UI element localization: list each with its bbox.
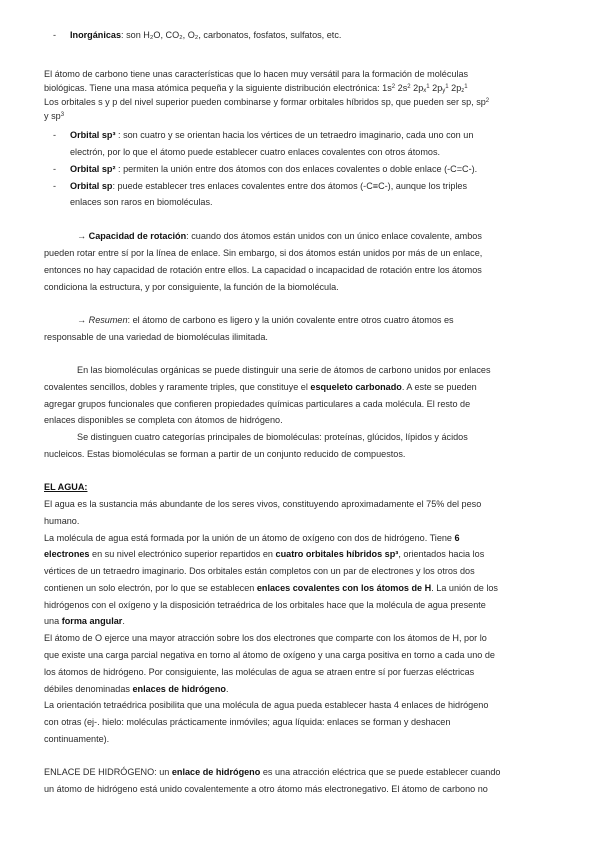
bullet-dash: - xyxy=(53,130,57,140)
paragraph-line: El átomo de O ejerce una mayor atracción sobre los dos electrones que comparte con los átomos de H, por lo xyxy=(44,633,487,643)
paragraph-line: con otras (ej-. hielo: moléculas prácticamente inmóviles; agua líquida: enlaces se forman y deshacen xyxy=(44,717,451,727)
paragraph-line: un átomo de hidrógeno está unido covalentemente a otro átomo más electronegativo. El átomo de carbono no xyxy=(44,784,488,794)
paragraph-line: En las biomoléculas orgánicas se puede distinguir una serie de átomos de carbono unidos por enlaces xyxy=(77,365,491,375)
bullet-dash: - xyxy=(53,181,57,191)
paragraph-line: covalentes sencillos, dobles y raramente triples, que constituye el esqueleto carbonado. A este se pueden xyxy=(44,382,477,392)
orbital-sp-item-cont: enlaces son raros en biomoléculas. xyxy=(70,197,213,207)
paragraph-line: El agua es la sustancia más abundante de los seres vivos, constituyendo aproximadamente el 75% del peso xyxy=(44,499,482,509)
paragraph-line: vértices de un tetraedro imaginario. Dos orbitales están completos con un par de electrones y los otros dos xyxy=(44,566,475,576)
paragraph-line: condiciona la estructura, y por consiguiente, la función de la biomolécula. xyxy=(44,282,339,292)
orbital-sp3-item: Orbital sp³ : son cuatro y se orientan hacia los vértices de un tetraedro imaginario, cada uno con un xyxy=(70,130,474,140)
paragraph-line: ENLACE DE HIDRÓGENO: un enlace de hidrógeno es una atracción eléctrica que se puede establecer cuando xyxy=(44,767,501,777)
paragraph-line: los átomos de hidrógeno. Por consiguiente, las moléculas de agua se atraen entre sí por fuerzas eléctricas xyxy=(44,667,475,677)
orbital-sp2-item: Orbital sp² : permiten la unión entre dos átomos con dos enlaces covalentes o doble enlace (-C=C-). xyxy=(70,164,478,174)
paragraph-line: La molécula de agua está formada por la unión de un átomo de oxígeno con dos de hidrógeno. Tiene 6 xyxy=(44,533,460,543)
line-inorganicas: Inorgánicas: son H₂O, CO₂, O₂, carbonatos, fosfatos, sulfatos, etc. xyxy=(70,30,342,40)
paragraph-line: enlaces disponibles se completa con átomos de hidrógeno. xyxy=(44,415,283,425)
paragraph-line: agregar grupos funcionales que confieren propiedades químicas particulares a cada molécula. El resto de xyxy=(44,399,471,409)
bullet-dash: - xyxy=(53,30,57,40)
paragraph-line: Los orbitales s y p del nivel superior pueden combinarse y formar orbitales híbridos sp, que pueden ser sp, $sp^2$ xyxy=(44,97,490,107)
summary-line: → Resumen: el átomo de carbono es ligero y la unión covalente entre otros cuatro átomos es xyxy=(77,315,454,325)
paragraph-line: nucleicos. Estas biomoléculas se forman a partir de un conjunto reducido de compuestos. xyxy=(44,449,406,459)
paragraph-line: pueden rotar entre sí por la línea de enlace. Sin embargo, si dos átomos están unidos por más de un enlace, xyxy=(44,248,483,258)
paragraph-line: biológicas. Tiene una masa atómica pequeña y la siguiente distribución electrónica: $1s^2$ $2s^2$ $2p_x^1$ $2p_y^1$ $2p_z^1$ xyxy=(44,83,468,94)
paragraph-line: entonces no hay capacidad de rotación entre ellos. La capacidad o incapacidad de rotación entre los átomos xyxy=(44,265,482,275)
paragraph-line: una forma angular. xyxy=(44,616,125,626)
paragraph-line: La orientación tetraédrica posibilita que una molécula de agua pueda establecer hasta 4 enlaces de hidrógeno xyxy=(44,700,489,710)
orbital-sp3-item-cont: electrón, por lo que el átomo puede establecer cuatro enlaces covalentes con otros átomos. xyxy=(70,147,441,157)
paragraph-line: contienen un solo electrón, por lo que se establecen enlaces covalentes con los átomos de H. La unión de los xyxy=(44,583,498,593)
paragraph-line: humano. xyxy=(44,516,80,526)
paragraph-line: hidrógenos con el oxígeno y la disposición tetraédrica de los orbitales hace que la molécula de agua presente xyxy=(44,600,486,610)
section-heading-agua: EL AGUA: xyxy=(44,482,88,492)
rotation-heading-line: → Capacidad de rotación: cuando dos átomos están unidos con un único enlace covalente, ambos xyxy=(77,231,482,241)
orbital-sp-item: Orbital sp: puede establecer tres enlaces covalentes entre dos átomos (-C≡C-), aunque los triples xyxy=(70,181,468,191)
paragraph-line: que existe una carga parcial negativa en torno al átomo de oxígeno y una carga positiva en torno a cada uno de xyxy=(44,650,495,660)
paragraph-line: responsable de una variedad de biomoléculas ilimitada. xyxy=(44,332,268,342)
bullet-dash: - xyxy=(53,164,57,174)
paragraph-line: continuamente). xyxy=(44,734,110,744)
paragraph-line: electrones en su nivel electrónico superior repartidos en cuatro orbitales híbridos sp³, orientados hacia los xyxy=(44,549,485,559)
paragraph-line: y $sp^3$ xyxy=(44,111,65,121)
paragraph-line: El átomo de carbono tiene unas características que lo hacen muy versátil para la formación de moléculas xyxy=(44,69,469,79)
paragraph-line: Se distinguen cuatro categorías principales de biomoléculas: proteínas, glúcidos, lípidos y ácidos xyxy=(77,432,468,442)
paragraph-line: débiles denominadas enlaces de hidrógeno. xyxy=(44,684,229,694)
